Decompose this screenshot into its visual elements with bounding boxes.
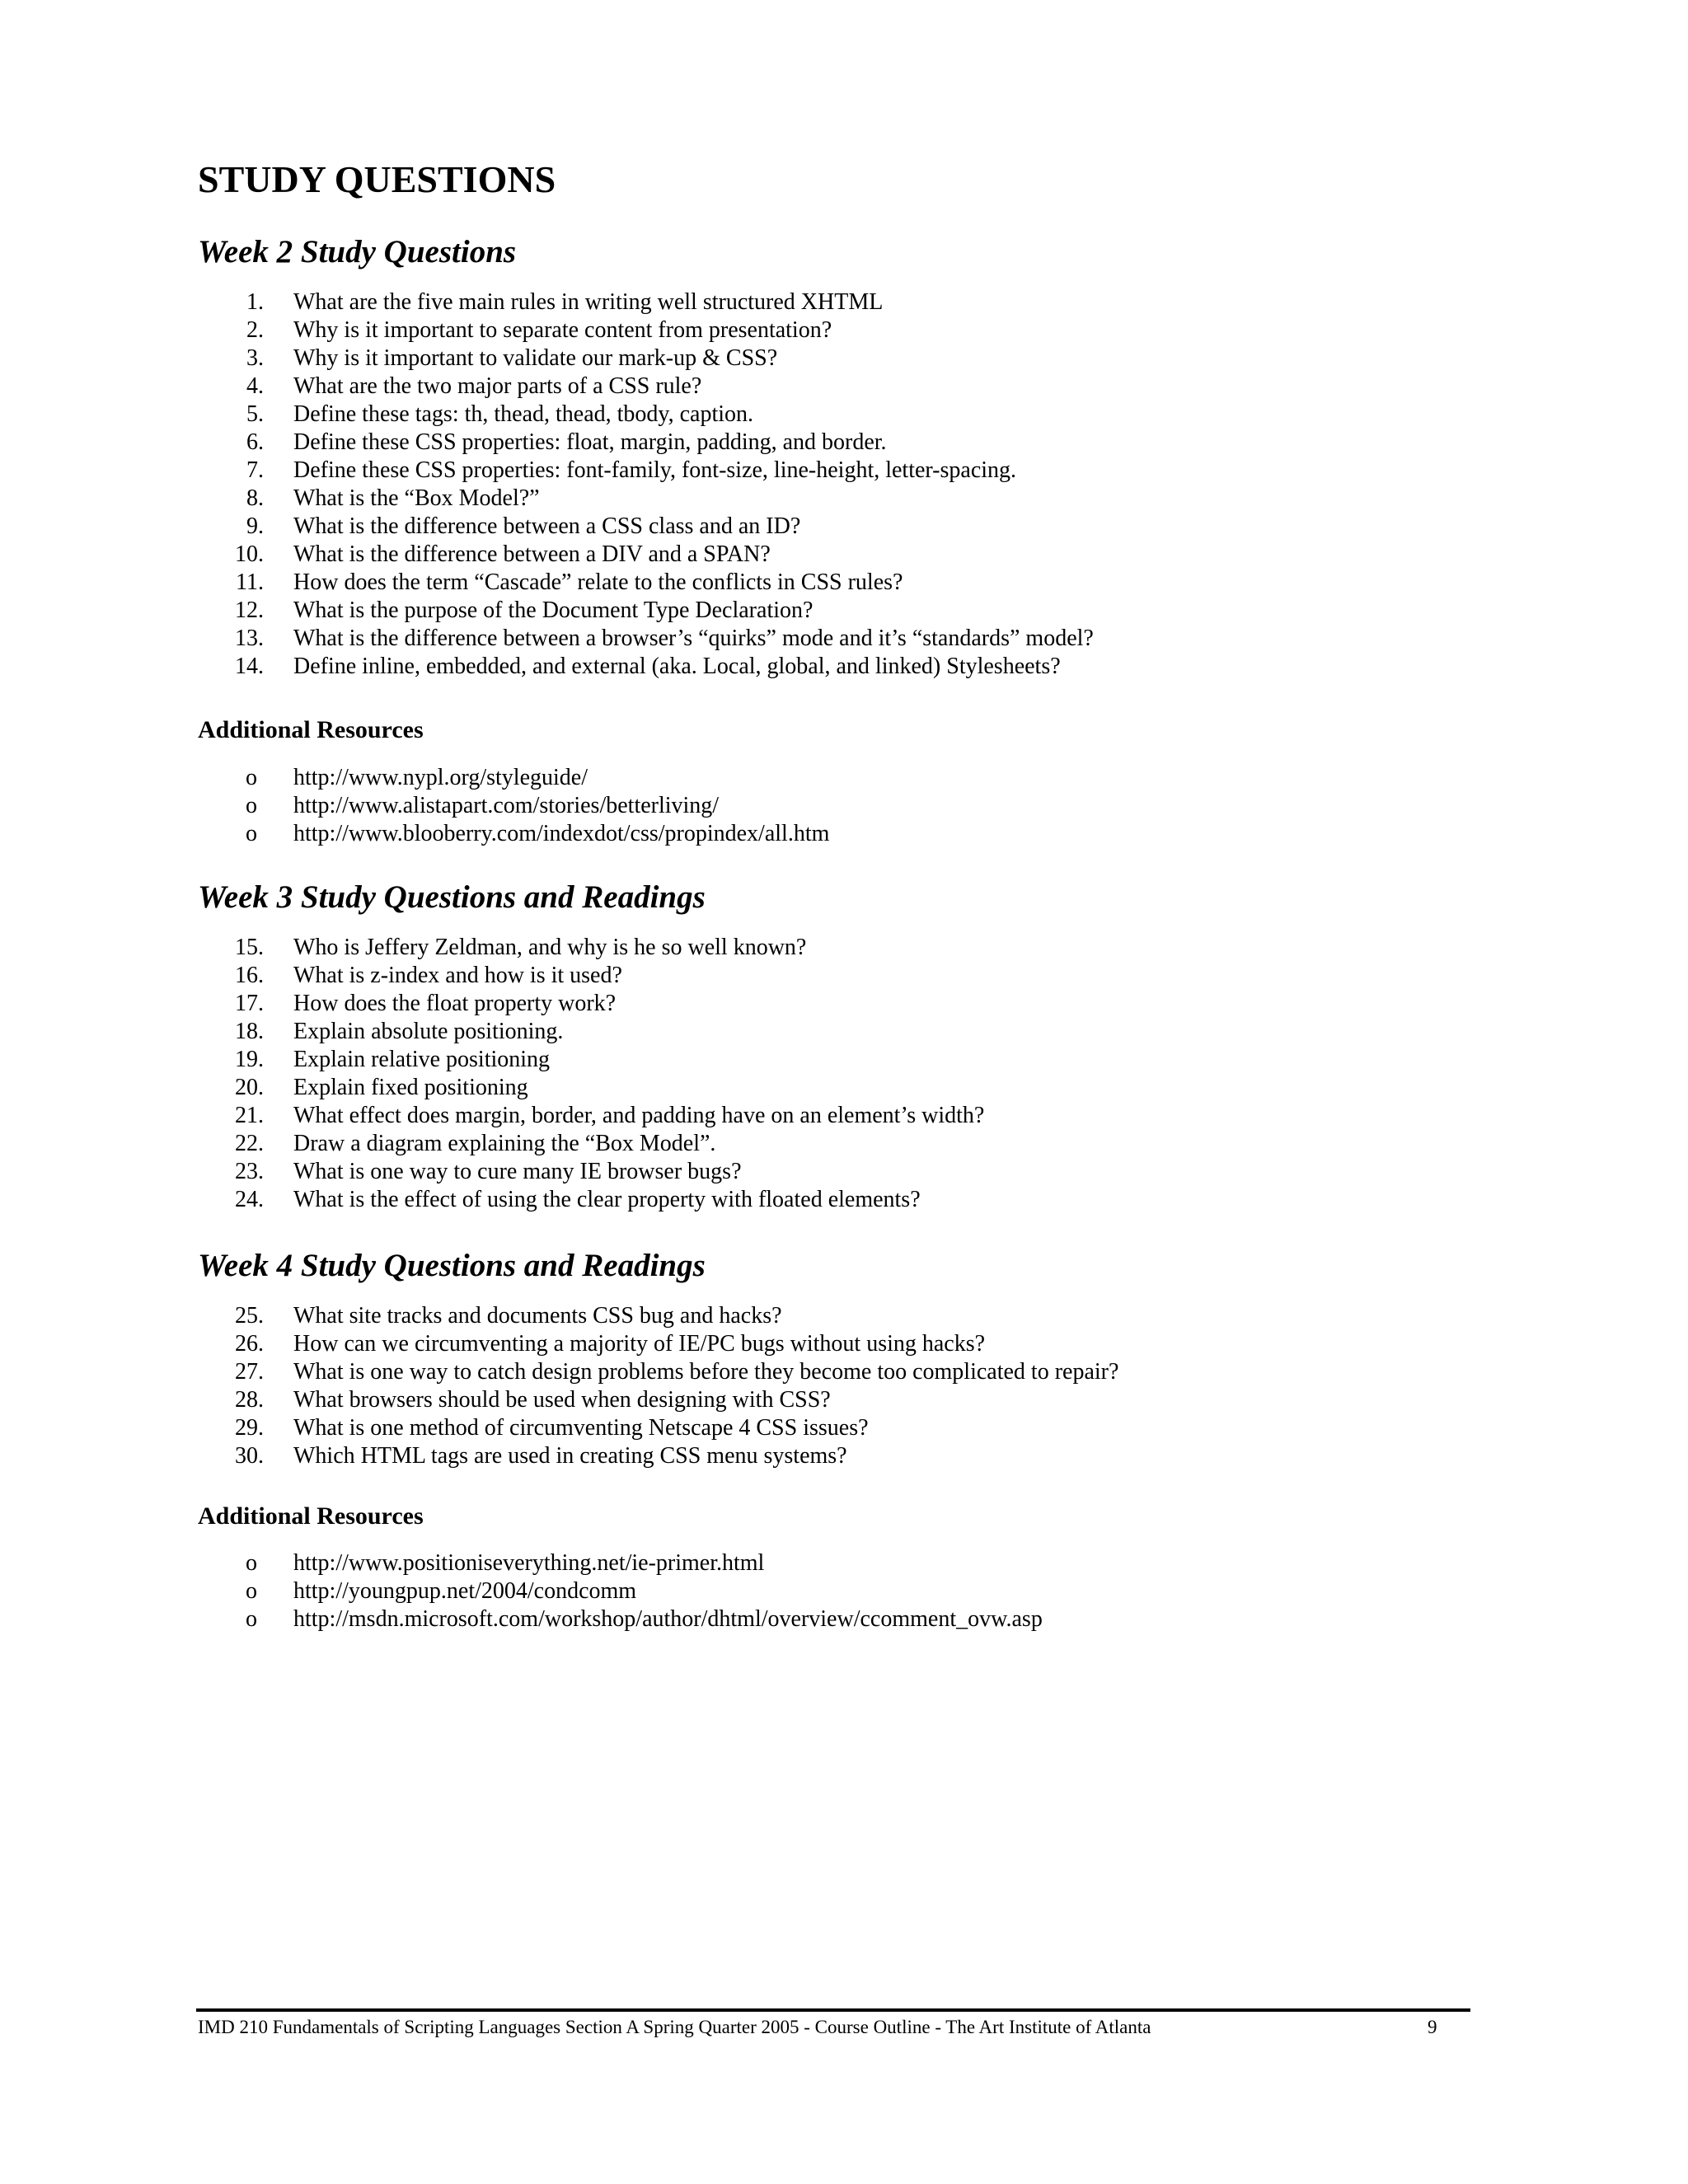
question-text: What is one way to cure many IE browser bugs?: [293, 1159, 742, 1184]
question-number: 17.: [235, 991, 264, 1016]
resource-url[interactable]: http://www.alistapart.com/stories/betterliving/: [293, 793, 720, 818]
question-number: 27.: [235, 1359, 264, 1385]
week4-resources-heading: Additional Resources: [198, 1502, 424, 1530]
question-text: What are the two major parts of a CSS rule?: [293, 373, 702, 399]
question-number: 9.: [246, 513, 264, 539]
question-text: What browsers should be used when designing with CSS?: [293, 1387, 831, 1413]
question-text: Explain relative positioning: [293, 1047, 551, 1072]
question-number: 7.: [246, 457, 264, 483]
question-number: 4.: [246, 373, 264, 399]
question-number: 3.: [246, 345, 264, 371]
question-number: 5.: [246, 401, 264, 427]
question-number: 12.: [235, 598, 264, 623]
question-text: Why is it important to validate our mark-up & CSS?: [293, 345, 778, 371]
question-text: What is the “Box Model?”: [293, 485, 540, 511]
question-number: 23.: [235, 1159, 264, 1184]
question-text: What is one way to catch design problems before they become too complicated to repair?: [293, 1359, 1119, 1385]
question-number: 15.: [235, 935, 264, 960]
question-number: 28.: [235, 1387, 264, 1413]
question-text: Explain absolute positioning.: [293, 1019, 564, 1044]
footer-divider: [196, 2008, 1470, 2012]
question-number: 30.: [235, 1443, 264, 1469]
question-text: Define these CSS properties: float, margin, padding, and border.: [293, 429, 887, 455]
question-text: What site tracks and documents CSS bug and hacks?: [293, 1303, 782, 1329]
question-number: 26.: [235, 1331, 264, 1357]
question-number: 6.: [246, 429, 264, 455]
bullet-icon: o: [246, 821, 257, 846]
resource-url[interactable]: http://msdn.microsoft.com/workshop/author/dhtml/overview/ccomment_ovw.asp: [293, 1606, 1043, 1632]
question-text: How does the float property work?: [293, 991, 617, 1016]
resource-url[interactable]: http://www.nypl.org/styleguide/: [293, 765, 588, 790]
week4-heading: Week 4 Study Questions and Readings: [198, 1248, 706, 1283]
question-number: 8.: [246, 485, 264, 511]
question-number: 13.: [235, 626, 264, 651]
question-text: Define these CSS properties: font-family, font-size, line-height, letter-spacing.: [293, 457, 1017, 483]
week2-resources-heading: Additional Resources: [198, 716, 424, 743]
bullet-icon: o: [246, 1578, 257, 1604]
question-text: What is the difference between a DIV and a SPAN?: [293, 541, 771, 567]
bullet-icon: o: [246, 793, 257, 818]
question-number: 20.: [235, 1075, 264, 1100]
week2-heading: Week 2 Study Questions: [198, 234, 517, 269]
question-text: How can we circumventing a majority of IE/PC bugs without using hacks?: [293, 1331, 986, 1357]
question-text: What is z-index and how is it used?: [293, 963, 622, 988]
question-number: 10.: [235, 541, 264, 567]
question-text: Which HTML tags are used in creating CSS menu systems?: [293, 1443, 847, 1469]
question-text: What are the five main rules in writing well structured XHTML: [293, 289, 884, 315]
question-text: Draw a diagram explaining the “Box Model”.: [293, 1131, 716, 1156]
question-text: What is the difference between a CSS class and an ID?: [293, 513, 801, 539]
resource-url[interactable]: http://www.positioniseverything.net/ie-primer.html: [293, 1550, 765, 1576]
resource-url[interactable]: http://youngpup.net/2004/condcomm: [293, 1578, 637, 1604]
question-text: How does the term “Cascade” relate to the conflicts in CSS rules?: [293, 569, 903, 595]
question-text: Why is it important to separate content from presentation?: [293, 317, 832, 343]
question-text: What effect does margin, border, and padding have on an element’s width?: [293, 1103, 985, 1128]
bullet-icon: o: [246, 765, 257, 790]
page-title: STUDY QUESTIONS: [198, 158, 556, 200]
question-number: 11.: [236, 569, 264, 595]
question-text: What is one method of circumventing Netscape 4 CSS issues?: [293, 1415, 869, 1441]
question-text: What is the difference between a browser’s “quirks” mode and it’s “standards” model?: [293, 626, 1094, 651]
question-text: Define these tags: th, thead, thead, tbody, caption.: [293, 401, 754, 427]
bullet-icon: o: [246, 1550, 257, 1576]
question-number: 21.: [235, 1103, 264, 1128]
question-number: 24.: [235, 1187, 264, 1212]
question-text: Define inline, embedded, and external (aka. Local, global, and linked) Stylesheets?: [293, 654, 1061, 679]
question-number: 25.: [235, 1303, 264, 1329]
page-number: 9: [1428, 2017, 1437, 2037]
question-text: Explain fixed positioning: [293, 1075, 528, 1100]
question-number: 1.: [246, 289, 264, 315]
question-number: 18.: [235, 1019, 264, 1044]
question-text: What is the purpose of the Document Type Declaration?: [293, 598, 814, 623]
question-text: What is the effect of using the clear property with floated elements?: [293, 1187, 921, 1212]
question-number: 29.: [235, 1415, 264, 1441]
question-number: 16.: [235, 963, 264, 988]
question-text: Who is Jeffery Zeldman, and why is he so well known?: [293, 935, 807, 960]
question-number: 14.: [235, 654, 264, 679]
question-number: 19.: [235, 1047, 264, 1072]
resource-url[interactable]: http://www.blooberry.com/indexdot/css/propindex/all.htm: [293, 821, 830, 846]
question-number: 2.: [246, 317, 264, 343]
week3-heading: Week 3 Study Questions and Readings: [198, 879, 706, 915]
bullet-icon: o: [246, 1606, 257, 1632]
footer-text: IMD 210 Fundamentals of Scripting Languages Section A Spring Quarter 2005 - Course Outline - The Art Institute of Atlanta: [198, 2017, 1151, 2037]
question-number: 22.: [235, 1131, 264, 1156]
